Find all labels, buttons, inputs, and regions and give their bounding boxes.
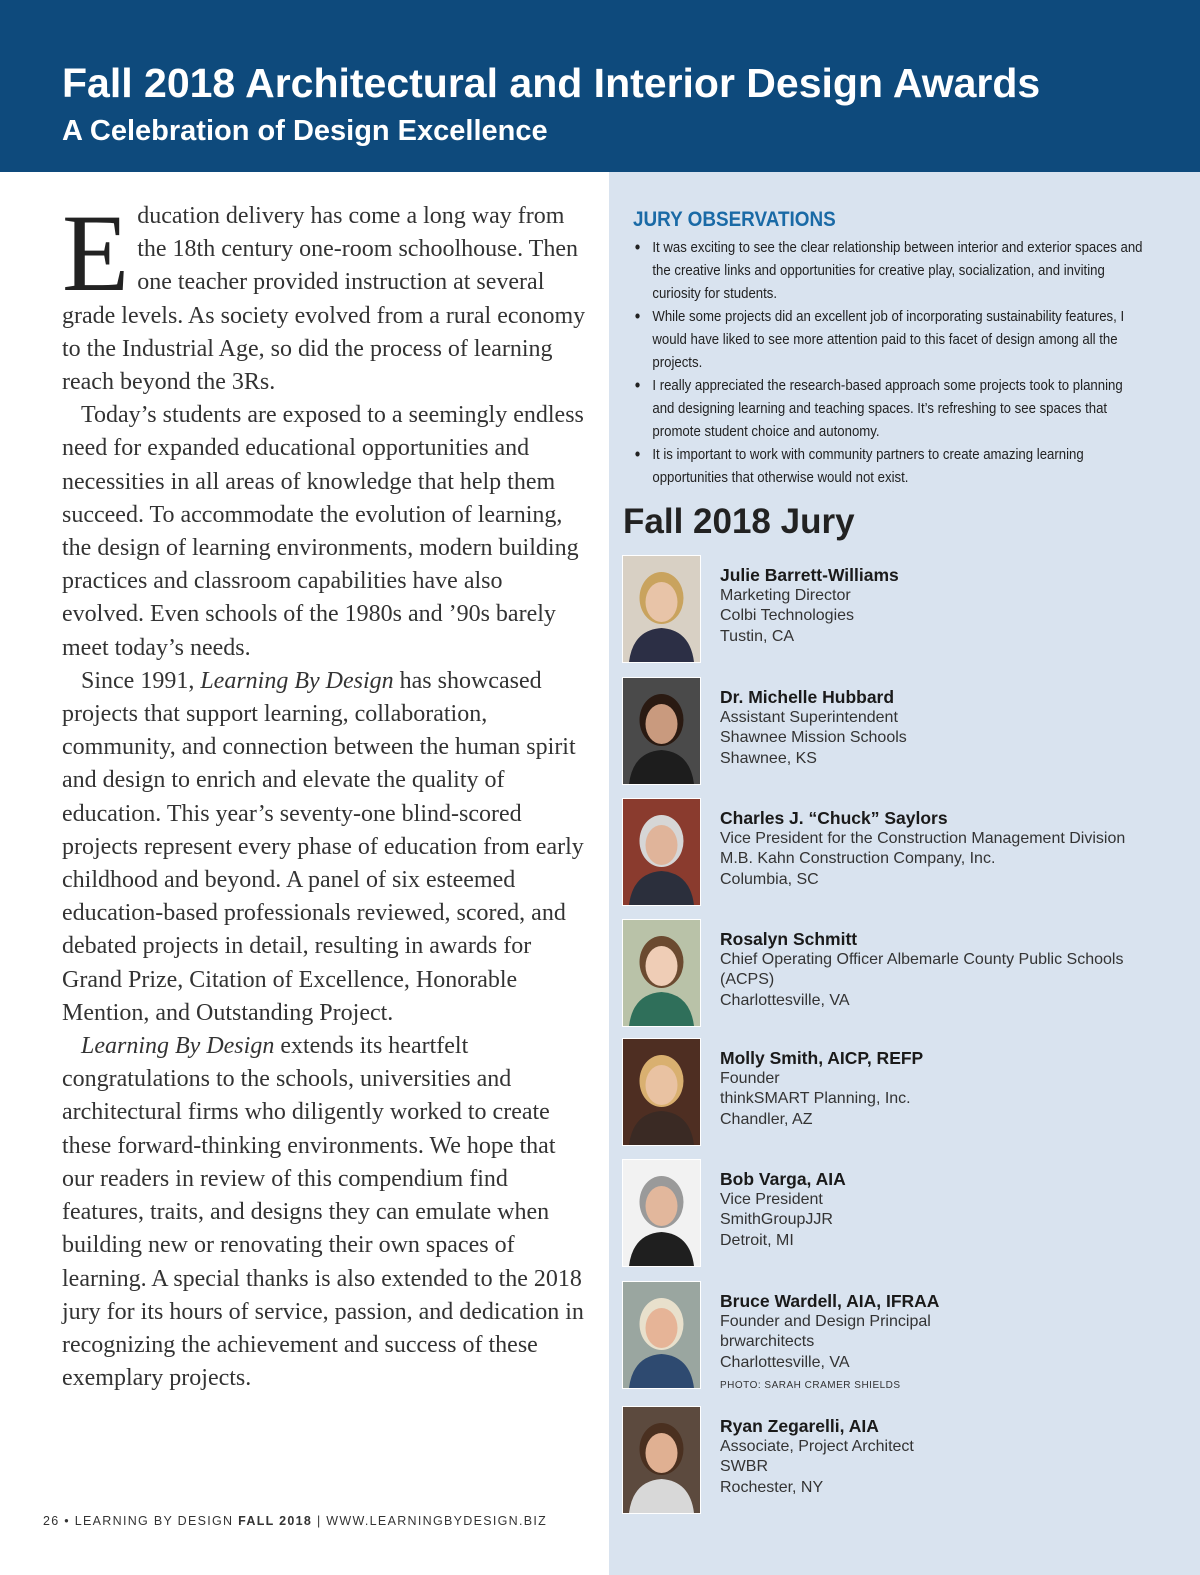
member-name: Molly Smith, AICP, REFP: [720, 1048, 924, 1068]
magazine-name-italic: Learning By Design: [81, 1033, 275, 1060]
portrait-graphic: [623, 1160, 700, 1266]
page-title: Fall 2018 Architectural and Interior Design Awards: [62, 60, 1041, 106]
portrait-graphic: [623, 1407, 700, 1513]
observations-title: JURY OBSERVATIONS: [633, 208, 836, 231]
member-location: Shawnee, KS: [720, 750, 817, 768]
page-header: [0, 0, 1200, 172]
member-organization: M.B. Kahn Construction Company, Inc.: [720, 850, 996, 868]
member-info: [720, 565, 899, 648]
member-organization: SmithGroupJJR: [720, 1211, 833, 1229]
page-subtitle: A Celebration of Design Excellence: [62, 115, 548, 147]
article-paragraph-3: [62, 665, 587, 1030]
jury-member: [622, 1038, 1192, 1146]
portrait-graphic: [623, 1282, 700, 1388]
member-location: Detroit, MI: [720, 1232, 794, 1250]
member-photo: [622, 677, 701, 785]
jury-member: [622, 919, 1192, 1027]
member-title: Chief Operating Officer Albemarle County Public Schools: [720, 950, 1124, 968]
article-paragraph-1: [62, 192, 587, 399]
footer-magazine: LEARNING BY DESIGN: [74, 1514, 234, 1528]
member-photo: [622, 1281, 701, 1389]
observation-item: • I really appreciated the research-based approach some projects took to planning and designing learning and teaching spaces. It’s refreshing to see spaces that promote student choice and autonomy.: [633, 374, 1143, 443]
member-title: Associate, Project Architect: [720, 1437, 914, 1455]
member-name: Julie Barrett-Williams: [720, 565, 899, 585]
member-title: Founder and Design Principal: [720, 1312, 931, 1330]
paragraph-1-text: ducation delivery has come a long way from the 18th century one-room schoolhouse. Then one teacher provided instruction at several grade levels. As society evolved from a rural economy to the Industrial Age, so did the process of learning reach beyond the 3Rs.: [62, 203, 586, 396]
page-footer: [43, 1514, 547, 1528]
magazine-name-italic: Learning By Design: [200, 667, 394, 694]
member-name: Charles J. “Chuck” Saylors: [720, 808, 948, 828]
member-photo: [622, 919, 701, 1027]
member-photo: [622, 1159, 701, 1267]
jury-member: [622, 1159, 1192, 1267]
member-name: Dr. Michelle Hubbard: [720, 687, 895, 707]
observation-item: • It is important to work with community partners to create amazing learning opportunities that otherwise would not exist.: [633, 443, 1143, 489]
member-location: Charlottesville, VA: [720, 992, 850, 1010]
observation-item: • While some projects did an excellent job of incorporating sustainability features, I would have liked to see more attention paid to this facet of design among all the projects.: [633, 305, 1143, 374]
jury-member: [622, 798, 1192, 906]
member-name: Bruce Wardell, AIA, IFRAA: [720, 1291, 940, 1311]
jury-sidebar: [609, 172, 1200, 1575]
member-organization: brwarchitects: [720, 1333, 815, 1351]
paragraph-4-text: extends its heartfelt congratulations to the schools, universities and architectural firms who diligently worked to create these forward-thinking environments. We hope that our readers in review of this compendium find features, traits, and designs they can emulate when building new or renovating their own spaces of learning. A special thanks is also extended to the 2018 jury for its hours of service, passion, and dedication in recognizing the achievement and success of these exemplary projects.: [62, 1033, 584, 1392]
article-paragraph-2: Today’s students are exposed to a seemingly endless need for expanded educational opportunities and necessities in all areas of knowledge that help them succeed. To accommodate the evolution of learning, the design of learning environments, modern building practices and classroom capabilities have also evolved. Even schools of the 1980s and ’90s barely meet today’s needs.: [62, 402, 584, 661]
member-name: Bob Varga, AIA: [720, 1169, 846, 1189]
member-location: Charlottesville, VA: [720, 1354, 850, 1372]
paragraph-3-text: has showcased projects that support learning, collaboration, community, and connection between the human spirit and design to enrich and elevate the quality of education. This year’s seventy-one blind-scored projects represent every phase of education from early childhood and beyond. A panel of six esteemed education-based professionals reviewed, scored, and debated projects in detail, resulting in awards for Grand Prize, Citation of Excellence, Honorable Mention, and Outstanding Project.: [62, 667, 584, 1026]
member-photo: [622, 798, 701, 906]
page-number: 26: [43, 1514, 60, 1528]
member-location: Tustin, CA: [720, 628, 795, 646]
article-paragraph-4: [62, 1030, 587, 1395]
member-organization: Shawnee Mission Schools: [720, 729, 907, 747]
member-info: [720, 1416, 914, 1499]
member-info: [720, 808, 1125, 891]
portrait-graphic: [623, 556, 700, 662]
member-photo: [622, 1406, 701, 1514]
paragraph-3-lead: Since 1991,: [81, 667, 201, 694]
member-info: [720, 1048, 923, 1131]
member-location: Columbia, SC: [720, 871, 819, 889]
member-organization: thinkSMART Planning, Inc.: [720, 1090, 911, 1108]
drop-cap: E: [62, 192, 130, 314]
member-title: Assistant Superintendent: [720, 708, 898, 726]
member-photo: [622, 555, 701, 663]
member-info: [720, 929, 1123, 1012]
footer-issue: FALL 2018: [238, 1514, 313, 1528]
jury-title: Fall 2018 Jury: [623, 502, 855, 541]
member-location: Rochester, NY: [720, 1479, 824, 1497]
footer-bullet: •: [64, 1514, 70, 1528]
member-name: Rosalyn Schmitt: [720, 929, 858, 949]
member-title: Marketing Director: [720, 586, 851, 604]
member-photo: [622, 1038, 701, 1146]
footer-url: WWW.LEARNINGBYDESIGN.BIZ: [326, 1514, 548, 1528]
portrait-graphic: [623, 920, 700, 1026]
footer-divider: |: [316, 1514, 322, 1528]
member-organization: (ACPS): [720, 971, 775, 989]
observations-list: [633, 236, 1143, 489]
portrait-graphic: [623, 678, 700, 784]
member-title: Vice President: [720, 1190, 823, 1208]
member-name: Ryan Zegarelli, AIA: [720, 1416, 879, 1436]
portrait-graphic: [623, 799, 700, 905]
jury-member: [622, 1406, 1192, 1514]
jury-member: [622, 1281, 1192, 1389]
jury-member: [622, 555, 1192, 663]
member-organization: Colbi Technologies: [720, 607, 855, 625]
member-location: Chandler, AZ: [720, 1111, 813, 1129]
member-info: [720, 1291, 939, 1397]
member-title: Founder: [720, 1069, 780, 1087]
member-title: Vice President for the Construction Management Division: [720, 829, 1126, 847]
observation-item: • It was exciting to see the clear relationship between interior and exterior spaces and the creative links and opportunities for creative play, socialization, and inviting curiosity for students.: [633, 236, 1143, 305]
portrait-graphic: [623, 1039, 700, 1145]
photo-credit: PHOTO: SARAH CRAMER SHIELDS: [720, 1379, 901, 1391]
member-info: [720, 1169, 846, 1252]
article-body: [62, 192, 587, 1395]
jury-member: [622, 677, 1192, 785]
member-organization: SWBR: [720, 1458, 768, 1476]
member-info: [720, 687, 907, 770]
